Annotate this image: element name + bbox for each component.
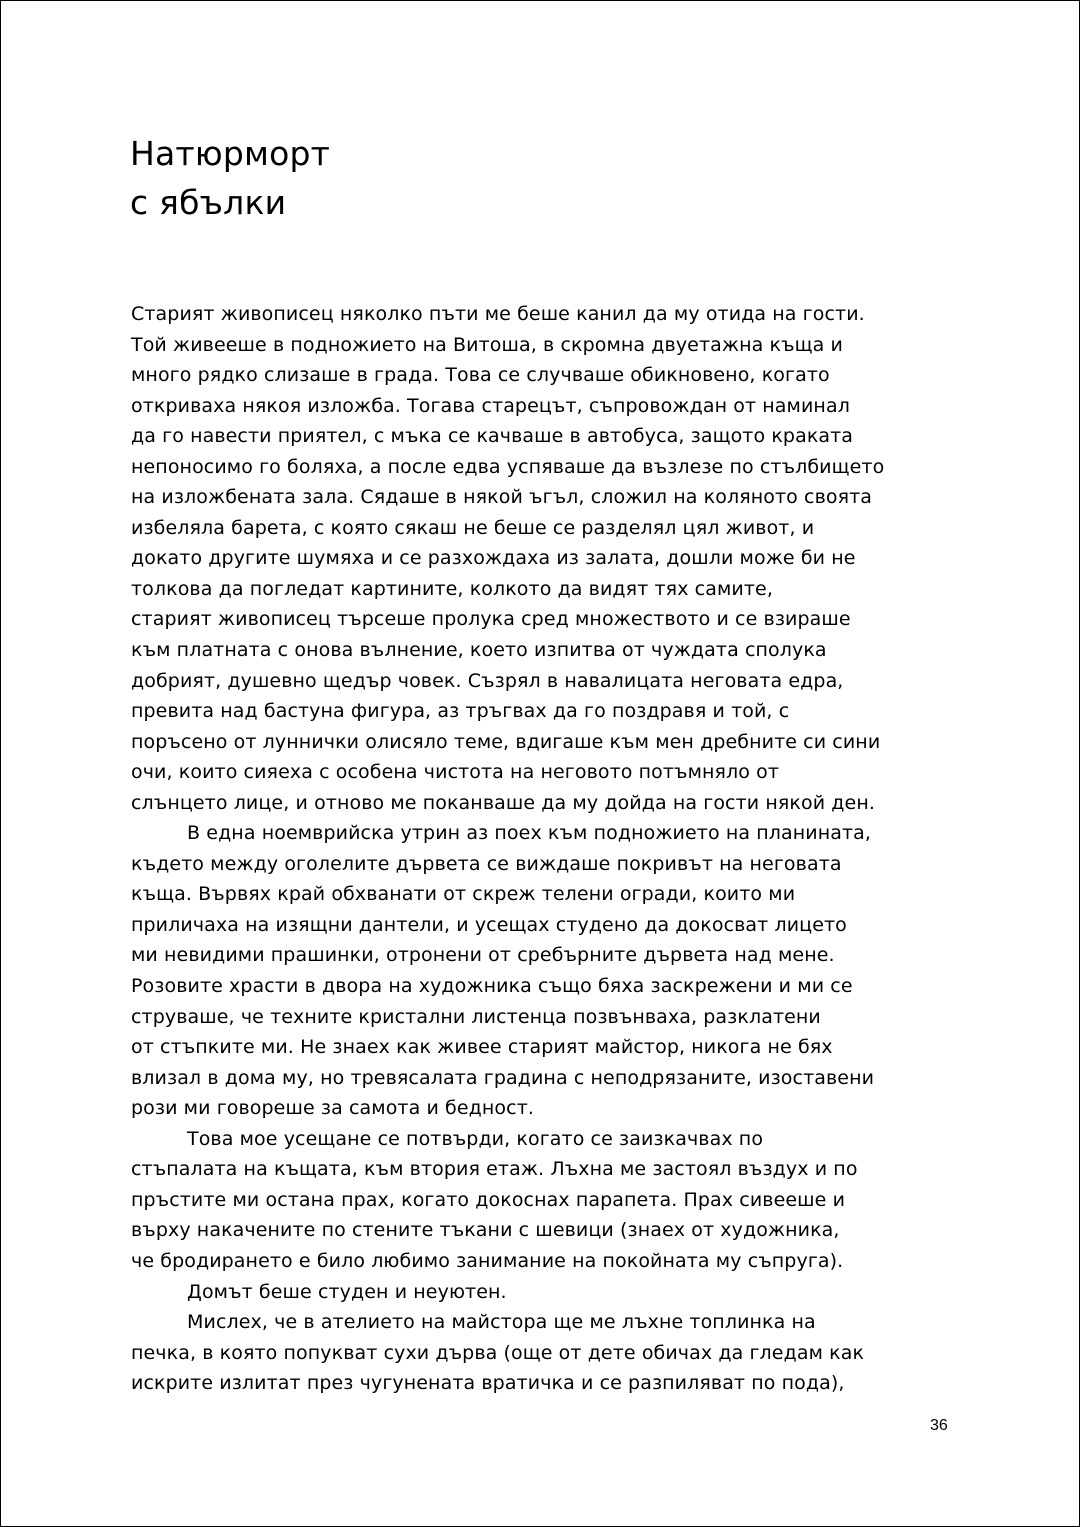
text-line: Той живееше в подножието на Витоша, в скромна двуетажна къща и [131,333,843,356]
text-line: пръстите ми остана прах, когато докоснах парапета. Прах сивееше и [131,1188,846,1211]
text-line: че бродирането е било любимо занимание на покойната му съпруга). [131,1249,844,1272]
text-line: поръсено от луннички олисяло теме, вдигаше към мен дребните си сини [131,730,881,753]
text-line: превита над бастуна фигура, аз тръгвах да го поздравя и той, с [131,700,790,723]
chapter-title-line-1: Натюрморт [130,134,331,173]
text-line: Мислех, че в ателието на майстора ще ме лъхне топлинка на [187,1311,816,1334]
page-number: 36 [930,1417,948,1434]
text-line: Това мое усещане се потвърди, когато се заизкачвах по [187,1127,764,1150]
text-line: В една ноемврийска утрин аз поех към подножието на планината, [187,822,872,845]
text-line: към платната с онова вълнение, което изпитва от чуждата сполука [131,639,827,662]
text-line: Домът беше студен и неуютен. [187,1280,507,1303]
text-line: докато другите шумяха и се разхождаха из залата, дошли може би не [131,547,856,570]
text-line: добрият, душевно щедър човек. Съзрял в навалицата неговата едра, [131,669,844,692]
text-line: ми невидими прашинки, отронени от сребърните дървета над мене. [131,944,835,967]
text-line: влизал в дома му, но тревясалата градина с неподрязаните, изоставени [131,1066,875,1089]
body-text [131,299,961,1399]
text-line: където между оголелите дървета се виждаше покривът на неговата [131,852,842,875]
text-line: непоносимо го боляха, а после едва успяваше да възлезе по стълбището [131,455,885,478]
text-line: приличаха на изящни дантели, и усещах студено да докосват лицето [131,913,847,936]
text-line: стъпалата на къщата, към втория етаж. Лъхна ме застоял въздух и по [131,1158,858,1181]
text-line: откриваха някоя изложба. Тогава старецът, съпровождан от наминал [131,394,850,417]
text-line: Старият живописец няколко пъти ме беше канил да му отида на гости. [131,303,865,325]
text-line: рози ми говореше за самота и бедност. [131,1097,535,1120]
text-line: слънцето лице, и отново ме поканваше да му дойда на гости някой ден. [131,791,875,814]
text-line: струваше, че техните кристални листенца позвънваха, разклатени [131,1005,821,1028]
text-line: очи, които сияеха с особена чистота на неговото потъмняло от [131,761,780,784]
text-line: толкова да погледат картините, колкото да видят тях самите, [131,577,773,600]
text-line: избеляла барета, с която сякаш не беше се разделял цял живот, и [131,516,815,539]
text-line: къща. Вървях край обхванати от скреж телени огради, които ми [131,883,796,906]
text-line: да го навести приятел, с мъка се качваше в автобуса, защото краката [131,425,854,448]
text-line: печка, в която попукват сухи дърва (още от дете обичах да гледам как [131,1341,865,1364]
text-line: на изложбената зала. Сядаше в някой ъгъл, сложил на коляното своята [131,486,873,509]
text-line: върху накачените по стените тъкани с шевици (знаех от художника, [131,1219,840,1242]
chapter-title-line-2: с ябълки [130,183,287,222]
text-line: много рядко слизаше в града. Това се случваше обикновено, когато [131,364,830,387]
text-line: старият живописец търсеше пролука сред множеството и се взираше [131,608,851,631]
text-line: искрите излитат през чугунената вратичка и се разпиляват по пода), [131,1372,845,1395]
text-line: Розовите храсти в двора на художника също бяха заскрежени и ми се [131,975,853,998]
chapter-title [130,129,330,227]
text-line: от стъпките ми. Не знаех как живее старият майстор, никога не бях [131,1036,833,1059]
